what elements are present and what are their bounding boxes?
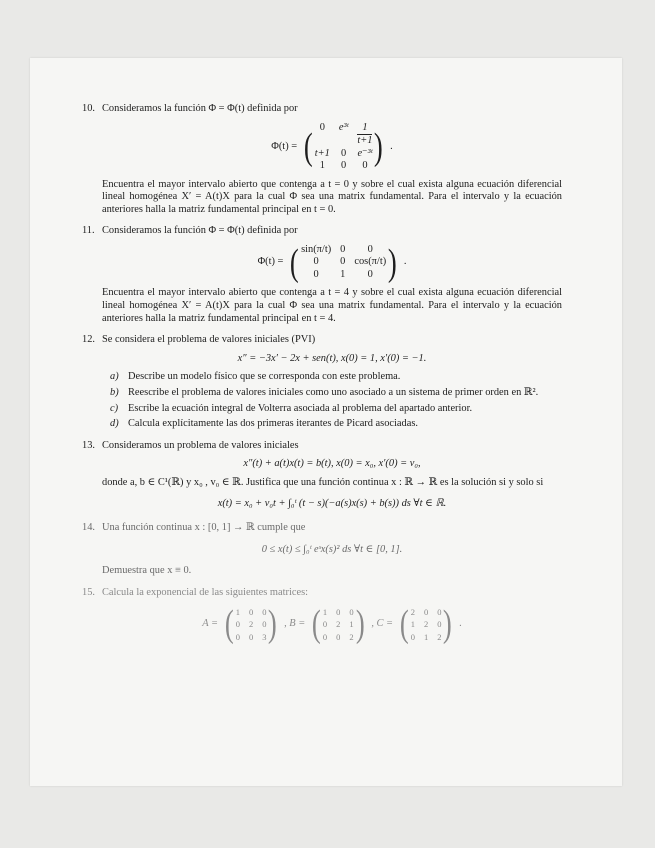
matrix-cell: 0 — [423, 606, 429, 617]
matrix-b-label: , B = — [284, 618, 306, 630]
matrix-cell: sin(π/t) — [301, 243, 332, 255]
problem-number: 10. — [82, 103, 95, 114]
problem-10 — [82, 103, 562, 216]
problem-text: Encuentra el mayor intervalo abierto que contenga a t = 0 y sobre el cual exista alguna ecuación diferencial lineal homogénea X′ = A(t)X para la cual Φ sea una matrix fundamental. Para el intervalo y la ecuación anteriores halla la matriz fundamental principal en t = 0. — [102, 178, 562, 215]
problem-intro: Consideramos un problema de valores iniciales — [102, 439, 299, 451]
matrix-cell: 2 — [349, 631, 354, 642]
matrix-cell: 0 — [367, 268, 373, 280]
matrix-cell: 1 — [349, 619, 354, 630]
fraction-numerator: 1 — [362, 121, 368, 133]
ivp-equation: x″ = −3x′ − 2x + sen(t), x(0) = 1, x′(0) = −1. — [237, 352, 427, 364]
matrix-a: ( 1 0 0 0 2 0 0 0 3 ) — [224, 603, 278, 646]
matrix-cell: 0 — [437, 619, 442, 630]
matrix-cell: 0 — [262, 619, 267, 630]
matrix-cell: 0 — [248, 606, 254, 617]
matrix-cell: 0 — [313, 256, 319, 268]
matrix-cell: 0 — [313, 268, 319, 280]
matrix-cell: 1 — [340, 268, 346, 280]
problem-number: 11. — [82, 225, 95, 237]
subquestion-text: Calcula explícitamente las dos primeras iterantes de Picard asociadas. — [128, 418, 418, 430]
matrix-cell: 2 — [248, 619, 254, 630]
matrix-cell: 3 — [262, 631, 267, 642]
subquestion-text: Escribe la ecuación integral de Volterra asociada al problema del apartado anterior. — [128, 402, 473, 414]
fraction — [357, 122, 372, 148]
matrix-cell: 2 — [423, 619, 429, 630]
matrix-cell: 0 — [367, 243, 373, 255]
matrix-cell: 0 — [340, 256, 346, 268]
matrix-equation: Φ(t) = ( sin(π/t) 0 0 0 0 cos(π/t) 0 1 0 ) . — [257, 241, 407, 284]
matrix-cell: 1 — [423, 631, 429, 642]
matrix-cell: 0 — [336, 631, 341, 642]
matrix-cell: 2 — [410, 606, 415, 617]
matrix-cell: 1 — [319, 160, 325, 172]
integral-equation: x(t) = x₀ + v₀t + ∫₀ᵗ (t − s)(−a(s)x(s) + b(s)) ds ∀t ∈ ℝ. — [217, 497, 447, 509]
matrix-a-label: A = — [202, 618, 219, 630]
subquestion-label: d) — [110, 418, 119, 430]
matrix-cell: 0 — [341, 147, 347, 159]
problem-text: Encuentra el mayor intervalo abierto que contenga a t = 4 y sobre el cual exista alguna ecuación diferencial lineal homogénea X′ = A(t)X para la cual Φ sea una matrix fundamental. Para el intervalo y la ecuación anteriores halla la matriz fundamental principal en t = 4. — [102, 287, 562, 324]
matrices-end: . — [459, 618, 462, 630]
matrices-row — [102, 603, 562, 646]
matrix-c: ( 2 0 0 1 2 0 0 1 2 ) — [399, 603, 453, 646]
matrix-c-label: , C = — [371, 618, 394, 630]
subquestion-label: b) — [110, 387, 119, 399]
problem-list — [82, 103, 562, 649]
matrix-cell: 0 — [322, 631, 328, 642]
subquestion-c — [110, 403, 562, 416]
subquestion-a — [110, 371, 562, 384]
problem-11 — [82, 225, 562, 325]
matrix-cell: 0 — [262, 606, 267, 617]
matrix-cell — [357, 122, 372, 148]
matrix-lhs: Φ(t) = — [271, 140, 298, 152]
matrix-cell: 0 — [341, 160, 347, 172]
subquestion-b — [110, 387, 562, 400]
problem-intro: Una función continua x : [0, 1] → ℝ cumple que — [102, 522, 306, 534]
matrix-cell: 0 — [362, 160, 368, 172]
matrix-phi-11: ( sin(π/t) 0 0 0 0 cos(π/t) 0 1 0 ) — [290, 241, 397, 284]
matrix-cell: 0 — [319, 121, 325, 133]
matrix-cell: 1 — [322, 606, 328, 617]
matrix-cell: 0 — [336, 606, 341, 617]
matrix-cell: 0 — [437, 606, 442, 617]
matrix-cell: cos(π/t) — [354, 256, 387, 268]
problem-14 — [82, 522, 562, 578]
matrix-cell: 0 — [340, 243, 346, 255]
matrix-cell: 2 — [336, 619, 341, 630]
problem-text: Demuestra que x ≡ 0. — [102, 565, 192, 577]
problem-number: 13. — [82, 439, 95, 451]
problem-intro: Se considera el problema de valores iniciales (PVI) — [102, 334, 316, 346]
problem-text: donde a, b ∈ C¹(ℝ) y x₀ , v₀ ∈ ℝ. Justifica que una función continua x : ℝ → ℝ es la solución si y solo si — [102, 477, 544, 488]
matrix-cell: e³ᵗ — [338, 121, 349, 133]
problem-intro: Calcula la exponencial de las siguientes matrices: — [102, 586, 309, 598]
problem-intro: Consideramos la función Φ = Φ(t) definida por — [102, 225, 298, 237]
matrix-cell: 0 — [235, 619, 240, 630]
matrix-cell: 0 — [248, 631, 254, 642]
fraction-denominator: t+1 — [357, 135, 373, 147]
subquestion-label: c) — [110, 402, 119, 414]
matrix-cell: 0 — [322, 619, 328, 630]
inequality-equation: 0 ≤ x(t) ≤ ∫₀ᵗ eˢx(s)² ds ∀t ∈ [0, 1]. — [261, 543, 403, 555]
matrix-b: ( 1 0 0 0 2 1 0 0 2 ) — [312, 603, 365, 646]
matrix-cell: e⁻³ᵗ — [357, 147, 373, 159]
problem-15 — [82, 586, 562, 646]
problem-number: 12. — [82, 334, 95, 346]
matrix-cell: 1 — [235, 606, 240, 617]
problem-intro: Consideramos la función Φ = Φ(t) definida por — [102, 103, 298, 114]
problem-12 — [82, 334, 562, 431]
matrix-cell: 0 — [349, 606, 354, 617]
matrix-cell: 0 — [235, 631, 240, 642]
matrix-lhs: Φ(t) = — [257, 256, 284, 268]
subquestion-text: Reescribe el problema de valores iniciales como uno asociado a un sistema de primer orden en ℝ². — [128, 387, 539, 399]
matrix-cell: 2 — [437, 631, 442, 642]
ivp-equation: x″(t) + a(t)x(t) = b(t), x(0) = x₀, x′(0) = v₀, — [243, 458, 421, 470]
matrix-cell: 0 — [410, 631, 415, 642]
subquestion-text: Describe un modelo físico que se corresponda con este problema. — [128, 371, 401, 383]
problem-number: 14. — [82, 522, 95, 534]
problem-number: 15. — [82, 586, 95, 598]
matrix-cell: 1 — [410, 619, 415, 630]
matrix-cell: t+1 — [314, 147, 330, 159]
subquestion-list — [110, 371, 562, 430]
subquestion-d — [110, 418, 562, 431]
subquestion-label: a) — [110, 371, 119, 383]
problem-13 — [82, 440, 562, 510]
matrix-equation: Φ(t) = ( 0 e³ᵗ $\frac{1}{t+1}$ t+1 0 e⁻³ᵗ 1 0 0 ) . — [271, 121, 393, 172]
matrix-phi-10: ( 0 e³ᵗ $\frac{1}{t+1}$ t+1 0 e⁻³ᵗ 1 0 0 ) — [304, 121, 384, 172]
